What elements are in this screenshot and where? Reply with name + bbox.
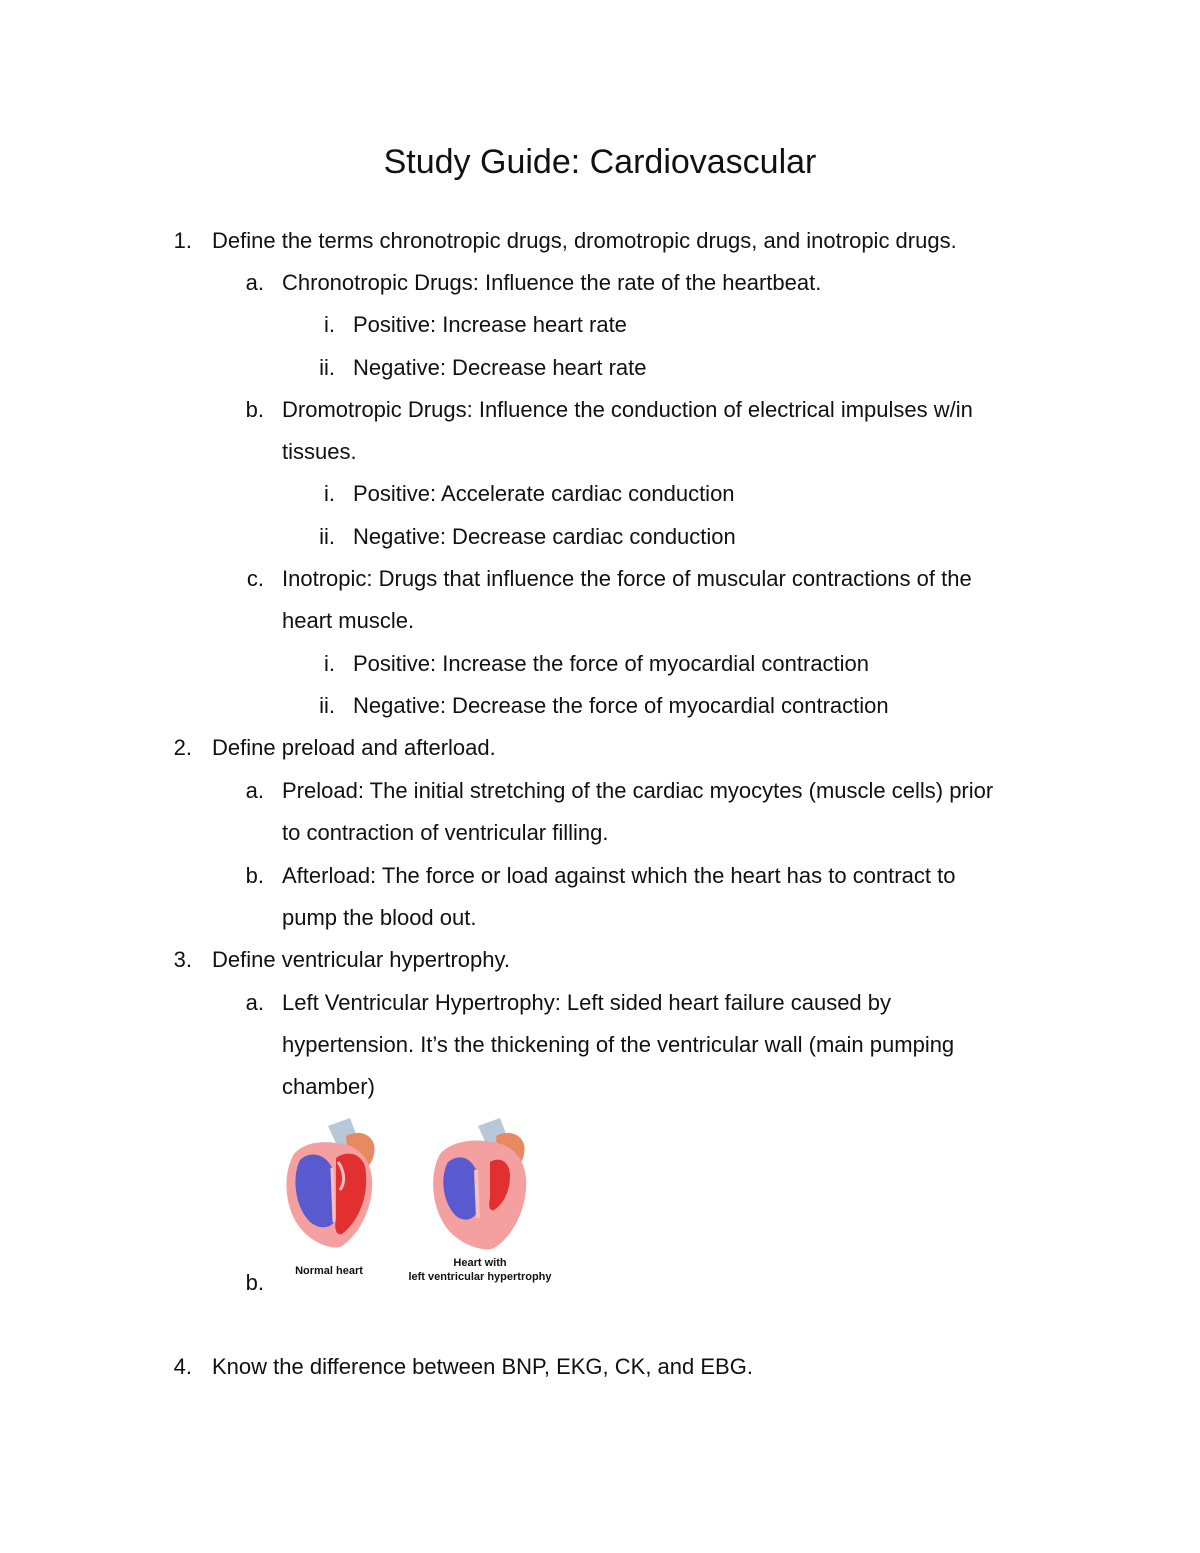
list-marker: 1. xyxy=(173,228,192,253)
list-marker: i. xyxy=(324,651,335,676)
question-text: Know the difference between BNP, EKG, CK, and EBG. xyxy=(212,1354,753,1379)
list-item-continuation: pump the blood out. xyxy=(282,905,477,930)
list-marker: 4. xyxy=(173,1354,192,1379)
list-item-text: Chronotropic Drugs: Influence the rate of the heartbeat. xyxy=(282,270,822,295)
list-marker: b. xyxy=(245,863,264,888)
list-item-continuation: hypertension. It’s the thickening of the ventricular wall (main pumping xyxy=(282,1032,955,1057)
lvh-heart-caption-line-1: Heart with xyxy=(453,1257,507,1269)
list-marker: 3. xyxy=(173,947,192,972)
page-title: Study Guide: Cardiovascular xyxy=(383,143,817,181)
normal-heart-caption: Normal heart xyxy=(295,1265,363,1277)
list-marker: c. xyxy=(246,566,264,591)
list-item-text: Dromotropic Drugs: Influence the conduction of electrical impulses w/in xyxy=(282,397,973,422)
list-marker: a. xyxy=(245,990,264,1015)
list-item-text: Negative: Decrease the force of myocardial contraction xyxy=(353,693,889,718)
lvh-heart-illustration xyxy=(430,1118,540,1253)
list-item-text: Negative: Decrease heart rate xyxy=(353,355,647,380)
lvh-heart-caption-line-2: left ventricular hypertrophy xyxy=(408,1271,552,1283)
list-marker: a. xyxy=(245,778,264,803)
list-marker: 2. xyxy=(173,735,192,760)
list-item-text: Positive: Accelerate cardiac conduction xyxy=(353,481,735,506)
list-marker: ii. xyxy=(319,693,335,718)
list-item-text: Inotropic: Drugs that influence the force of muscular contractions of the xyxy=(282,566,972,591)
list-marker: ii. xyxy=(319,355,335,380)
list-marker: i. xyxy=(324,312,335,337)
list-marker: a. xyxy=(245,270,264,295)
list-marker: i. xyxy=(324,481,335,506)
list-item-continuation: to contraction of ventricular filling. xyxy=(282,820,609,845)
list-item-continuation: tissues. xyxy=(282,439,357,464)
list-marker: b. xyxy=(245,397,264,422)
list-item-text: Negative: Decrease cardiac conduction xyxy=(353,524,736,549)
list-item-text: Preload: The initial stretching of the cardiac myocytes (muscle cells) prior xyxy=(282,778,994,803)
list-item-text: Left Ventricular Hypertrophy: Left sided heart failure caused by xyxy=(282,990,892,1015)
list-item-text: Afterload: The force or load against which the heart has to contract to xyxy=(282,863,956,888)
list-item-continuation: chamber) xyxy=(282,1074,375,1099)
list-item-text: Positive: Increase the force of myocardial contraction xyxy=(353,651,870,676)
list-marker: b. xyxy=(245,1270,264,1295)
question-text: Define the terms chronotropic drugs, dromotropic drugs, and inotropic drugs. xyxy=(212,228,957,253)
question-text: Define preload and afterload. xyxy=(212,735,496,760)
list-item-continuation: heart muscle. xyxy=(282,608,415,633)
list-item-text: Positive: Increase heart rate xyxy=(353,312,627,337)
normal-heart-illustration xyxy=(280,1118,390,1253)
question-text: Define ventricular hypertrophy. xyxy=(212,947,510,972)
list-marker: ii. xyxy=(319,524,335,549)
